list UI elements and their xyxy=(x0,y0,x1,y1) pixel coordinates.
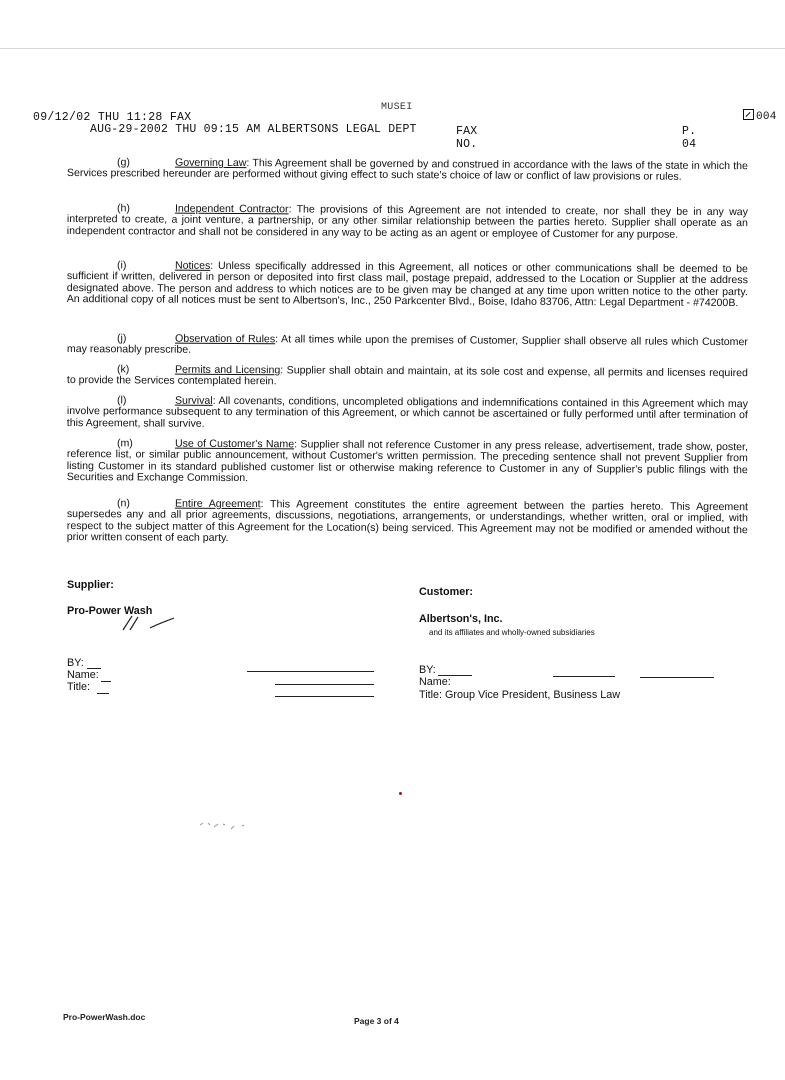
supplier-title-short-line xyxy=(97,693,109,694)
fax-header-line-2 xyxy=(90,123,697,151)
clause-label: (j) xyxy=(116,332,127,345)
clause-label: (h) xyxy=(116,202,130,215)
footer-filename: Pro-PowerWash.doc xyxy=(63,1012,146,1022)
scan-edge-line xyxy=(0,48,785,49)
clause-text: : Supplier shall not reference Customer in any press release, advertisement, trade show, poster, reference list, or similar public announcement, without Customer's written permission. The preceding sentence shall not prevent Supplier from listing Customer in its standard published customer list or otherwise making reference to Customer in any of Supplier's public filings with the Securities and Exchange Commission. xyxy=(66,438,748,485)
customer-by-short-line xyxy=(438,675,472,676)
clause-permits-and-licensing xyxy=(67,364,748,391)
clause-text: : Supplier shall obtain and maintain, at its sole cost and expense, all permits and licenses required to provide the Services contemplated herein. xyxy=(66,364,748,388)
clause-title: Permits and Licensing xyxy=(174,363,281,377)
fax-page-number: P. 04 xyxy=(682,125,697,151)
fax-day-time: THU 11:28 xyxy=(97,111,163,124)
clause-notices xyxy=(67,260,748,310)
clause-text: : This Agreement shall be governed by and construed in accordance with the laws of the state in which the Services prescribed hereunder are performed without giving effect to such state's choice of law or conflict of law provisions or rules. xyxy=(66,157,748,184)
checkbox-icon xyxy=(743,109,754,120)
supplier-name: Pro-Power Wash xyxy=(67,605,153,617)
supplier-name-line xyxy=(275,684,374,685)
scan-speck xyxy=(399,792,402,795)
clause-label: (g) xyxy=(116,156,130,169)
customer-by-line xyxy=(553,676,615,677)
clause-observation-of-rules xyxy=(67,333,748,360)
clause-text: : The provisions of this Agreement are not intended to create, nor shall they be in any way interpreted to create, a joint venture, a partnership, or any other similar relationship between the parties hereto. Supplier shall operate as an independent contractor and shall not be considered in any way to be acting as an agent or employee of Customer for any purpose. xyxy=(66,203,748,241)
footer-page-number: Page 3 of 4 xyxy=(354,1016,399,1026)
clause-label: (n) xyxy=(116,497,130,510)
supplier-title-line xyxy=(275,696,374,697)
clause-text: : All covenants, conditions, uncompleted obligations and indemnifications contained in this Agreement which may involve performance subsequent to any termination of this Agreement, or which cannot be ascertained or fully performed until after termination of this Agreement, shall survive. xyxy=(66,394,748,430)
clause-title: Entire Agreement xyxy=(174,497,261,511)
supplier-by-short-line xyxy=(87,668,101,669)
signature-mark-icon xyxy=(118,612,178,634)
fax-page-code xyxy=(743,109,777,123)
supplier-by-label: BY: xyxy=(67,657,84,669)
fax-partial-text: MUSEI xyxy=(381,102,413,113)
clause-independent-contractor xyxy=(67,203,748,241)
customer-title: Title: Group Vice President, Business Law xyxy=(419,689,621,701)
supplier-name-label: Name: xyxy=(67,669,99,681)
supplier-by-line xyxy=(247,671,374,672)
clause-title: Governing Law xyxy=(174,156,247,170)
fax-origin-line: AUG-29-2002 THU 09:15 AM ALBERTSONS LEGAL DEPT xyxy=(90,123,417,136)
customer-heading: Customer: xyxy=(419,586,473,598)
scan-noise-icon xyxy=(198,815,258,835)
clause-label: (k) xyxy=(116,363,130,376)
clause-use-of-customers-name xyxy=(67,438,748,488)
clause-survival xyxy=(67,395,748,433)
clause-title: Use of Customer's Name xyxy=(174,437,295,451)
customer-name: Albertson's, Inc. xyxy=(419,613,503,625)
clause-text: : Unless specifically addressed in this Agreement, all notices or other communications shall be deemed to be sufficient if written, delivered in person or deposited into first class mail, postage prepaid, addressed to the Location or Supplier at the address designated above. The person and address to which notices are to be given may be changed at any time upon written notice to the other party. An additional copy of all notices must be sent to Albertson's, Inc., 250 Parkcenter Blvd., Boise, Idaho 83706, Attn: Legal Department - #74200B. xyxy=(66,259,748,310)
clause-text: : This Agreement constitutes the entire agreement between the parties hereto. This Agreement supersedes any and all prior agreements, discussions, negotiations, arrangements, or understandings, whether written, oral or implied, with respect to the subject matter of this Agreement for the Location(s) being serviced. This Agreement may not be modified or amended without the prior written consent of each party. xyxy=(66,498,749,545)
clause-title: Independent Contractor xyxy=(174,202,289,216)
clause-label: (m) xyxy=(116,437,133,450)
supplier-name-short-line xyxy=(101,681,111,682)
clause-label: (l) xyxy=(116,394,127,407)
customer-by-line-2 xyxy=(640,677,714,678)
clause-entire-agreement xyxy=(67,498,748,548)
clause-title: Survival xyxy=(174,394,213,407)
fax-date: 09/12/02 xyxy=(33,111,91,124)
supplier-heading: Supplier: xyxy=(67,579,114,591)
customer-by-label: BY: xyxy=(419,664,436,676)
fax-page-code-number: 004 xyxy=(756,111,777,123)
supplier-title-label: Title: xyxy=(67,681,90,693)
customer-affiliates: and its affiliates and wholly-owned subsidiaries xyxy=(429,628,595,637)
clause-label: (i) xyxy=(116,259,127,272)
fax-number-label: FAX NO. xyxy=(456,125,478,151)
customer-name-label: Name: xyxy=(419,676,451,688)
clause-title: Observation of Rules xyxy=(174,332,276,346)
clause-governing-law xyxy=(67,157,748,184)
fax-label: FAX xyxy=(169,111,192,124)
clause-title: Notices xyxy=(174,259,211,272)
clause-text: : At all times while upon the premises of Customer, Supplier shall observe all rules which Customer may reasonably prescribe. xyxy=(66,333,748,357)
